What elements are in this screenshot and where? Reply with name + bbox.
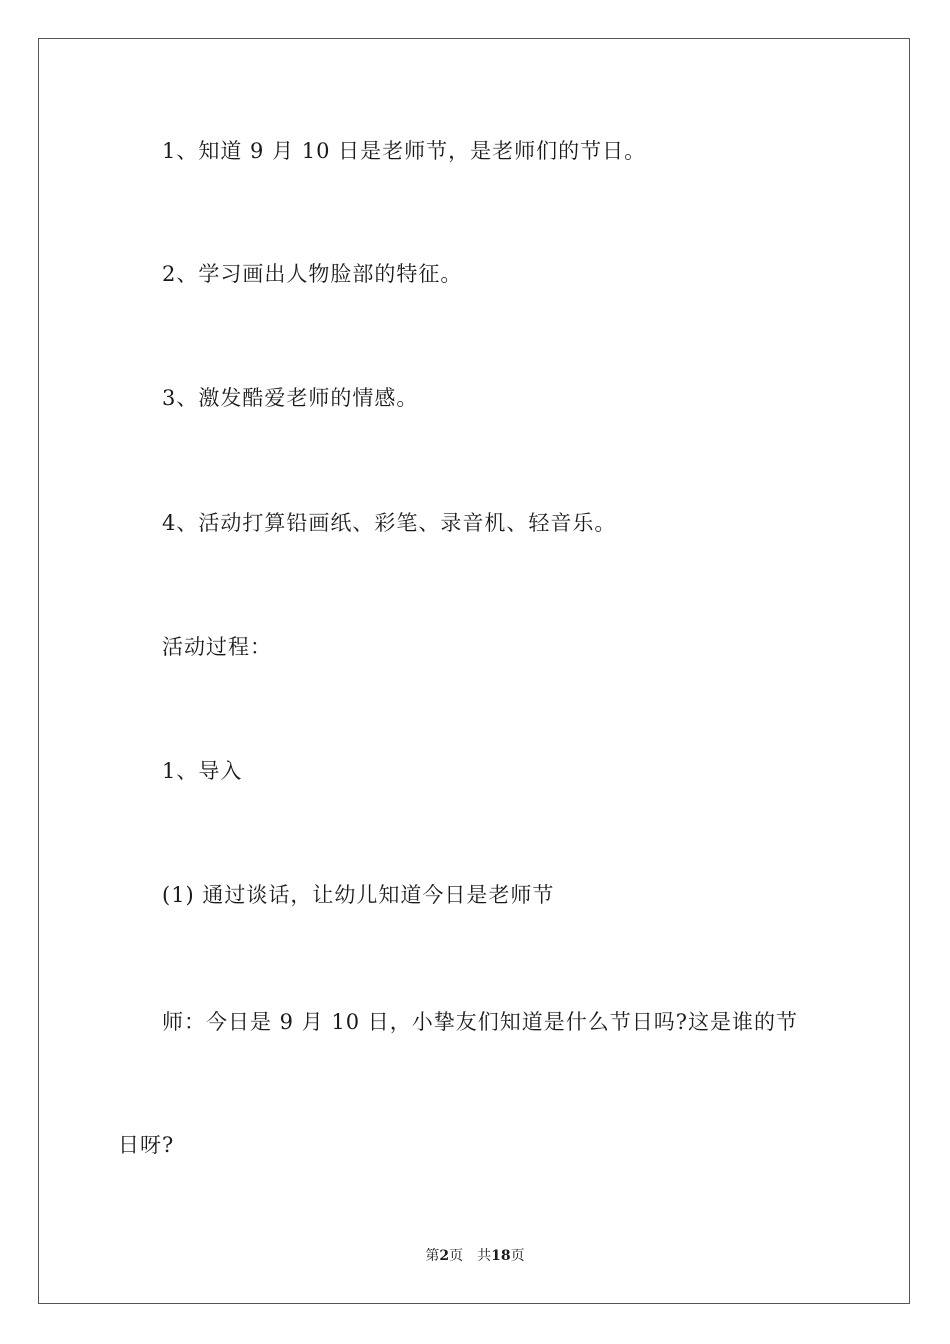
page-border xyxy=(38,38,910,1304)
teacher-dialogue-line1: 师：今日是 9 月 10 日，小挚友们知道是什么节日吗?这是谁的节 xyxy=(162,1010,799,1034)
materials-item: 4、活动打算铅画纸、彩笔、录音机、轻音乐。 xyxy=(162,511,617,535)
footer-page-prefix: 第 xyxy=(425,1248,440,1264)
objective-3: 3、激发酷爱老师的情感。 xyxy=(162,386,419,410)
objective-2: 2、学习画出人物脸部的特征。 xyxy=(162,262,463,286)
footer-total-suffix: 页 xyxy=(510,1248,525,1264)
teacher-dialogue-line2: 日呀? xyxy=(118,1133,175,1157)
footer-total-pages: 18 xyxy=(491,1248,511,1264)
footer-page-suffix: 页 xyxy=(449,1248,464,1264)
footer-page-number: 2 xyxy=(439,1248,450,1264)
sub-step-1: (1) 通过谈话，让幼儿知道今日是老师节 xyxy=(162,883,555,907)
section-heading-process: 活动过程： xyxy=(162,635,272,659)
step-heading-intro: 1、导入 xyxy=(162,759,243,783)
footer-total-prefix: 共 xyxy=(477,1248,492,1264)
page-footer xyxy=(0,1246,950,1266)
objective-1: 1、知道 9 月 10 日是老师节，是老师们的节日。 xyxy=(162,139,647,163)
